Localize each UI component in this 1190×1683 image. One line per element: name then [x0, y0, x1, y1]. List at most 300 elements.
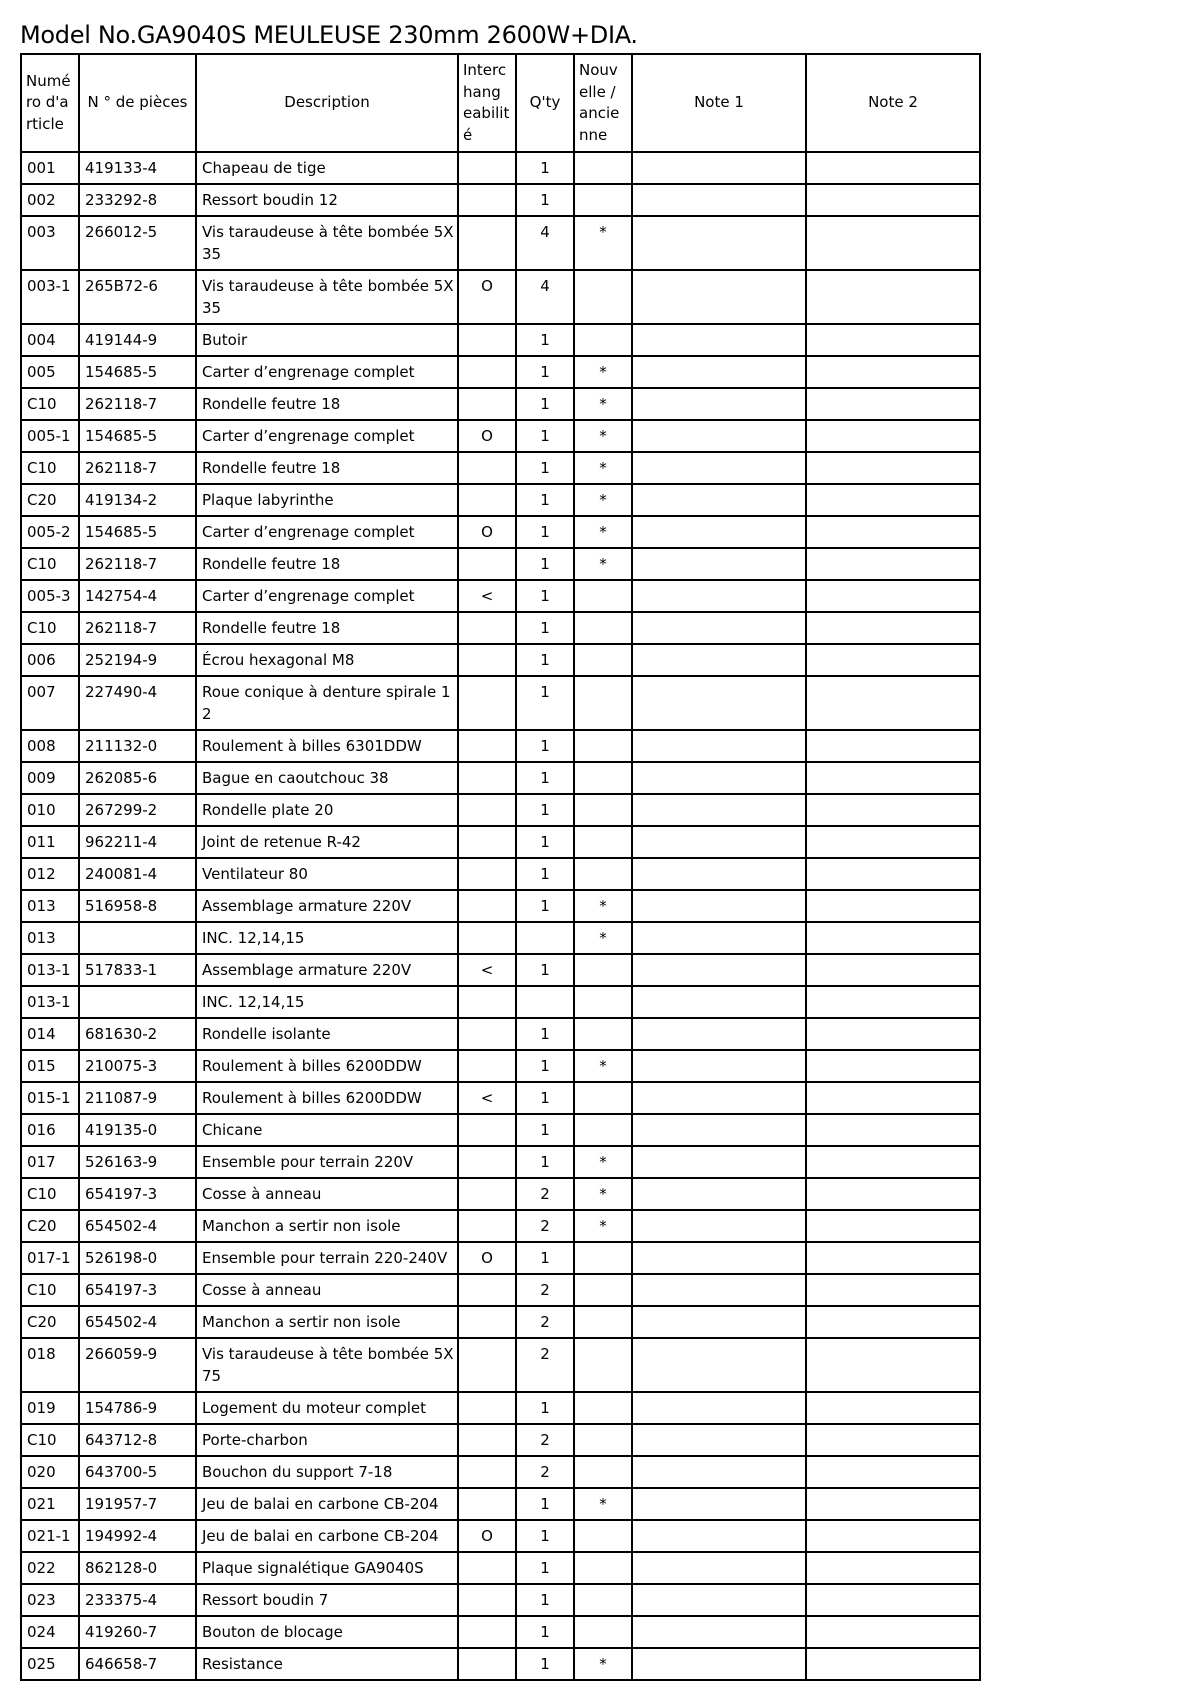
cell-interchangeability — [458, 184, 516, 216]
cell-quantity: 1 — [516, 1488, 574, 1520]
cell-item-number: 022 — [21, 1552, 79, 1584]
cell-quantity: 1 — [516, 580, 574, 612]
cell-description: Bouton de blocage — [196, 1616, 458, 1648]
table-row — [21, 1392, 980, 1424]
cell-note-2 — [806, 270, 980, 324]
cell-quantity: 1 — [516, 794, 574, 826]
cell-description: Roulement à billes 6301DDW — [196, 730, 458, 762]
cell-note-2 — [806, 356, 980, 388]
table-row — [21, 1210, 980, 1242]
cell-quantity: 1 — [516, 1082, 574, 1114]
cell-item-number: 005-2 — [21, 516, 79, 548]
cell-note-1 — [632, 1242, 806, 1274]
cell-description: Manchon a sertir non isole — [196, 1306, 458, 1338]
cell-quantity: 1 — [516, 1146, 574, 1178]
cell-interchangeability — [458, 1338, 516, 1392]
table-row — [21, 644, 980, 676]
cell-note-2 — [806, 890, 980, 922]
cell-new-old — [574, 1520, 632, 1552]
cell-note-2 — [806, 1274, 980, 1306]
cell-note-1 — [632, 1178, 806, 1210]
cell-new-old — [574, 730, 632, 762]
cell-description: INC. 12,14,15 — [196, 922, 458, 954]
cell-note-2 — [806, 922, 980, 954]
table-row — [21, 216, 980, 270]
cell-new-old: * — [574, 1146, 632, 1178]
cell-note-2 — [806, 1178, 980, 1210]
cell-note-2 — [806, 516, 980, 548]
cell-part-number: 142754-4 — [79, 580, 196, 612]
cell-new-old — [574, 794, 632, 826]
cell-quantity: 1 — [516, 858, 574, 890]
cell-description: Chapeau de tige — [196, 152, 458, 184]
cell-note-2 — [806, 644, 980, 676]
cell-note-2 — [806, 1338, 980, 1392]
cell-note-1 — [632, 1456, 806, 1488]
cell-new-old — [574, 612, 632, 644]
header-new-old: Nouv elle / ancie nne — [574, 54, 632, 152]
cell-new-old — [574, 1424, 632, 1456]
cell-interchangeability — [458, 612, 516, 644]
cell-interchangeability — [458, 1488, 516, 1520]
cell-part-number: 262118-7 — [79, 548, 196, 580]
cell-interchangeability — [458, 730, 516, 762]
cell-part-number: 962211-4 — [79, 826, 196, 858]
cell-new-old — [574, 1082, 632, 1114]
cell-quantity: 1 — [516, 420, 574, 452]
cell-note-1 — [632, 324, 806, 356]
cell-quantity: 1 — [516, 484, 574, 516]
cell-item-number: 006 — [21, 644, 79, 676]
cell-part-number — [79, 986, 196, 1018]
cell-note-1 — [632, 1050, 806, 1082]
table-row — [21, 1552, 980, 1584]
cell-new-old — [574, 1584, 632, 1616]
cell-description: Bague en caoutchouc 38 — [196, 762, 458, 794]
cell-quantity: 1 — [516, 452, 574, 484]
cell-interchangeability: < — [458, 954, 516, 986]
cell-quantity: 1 — [516, 826, 574, 858]
cell-new-old: * — [574, 216, 632, 270]
cell-description: Rondelle feutre 18 — [196, 612, 458, 644]
cell-note-1 — [632, 1018, 806, 1050]
cell-item-number: 023 — [21, 1584, 79, 1616]
table-row — [21, 1616, 980, 1648]
table-row — [21, 356, 980, 388]
cell-part-number: 646658-7 — [79, 1648, 196, 1680]
table-header-row — [21, 54, 980, 152]
cell-part-number: 526163-9 — [79, 1146, 196, 1178]
cell-part-number: 654502-4 — [79, 1210, 196, 1242]
cell-note-2 — [806, 858, 980, 890]
cell-part-number: 233292-8 — [79, 184, 196, 216]
cell-note-1 — [632, 1488, 806, 1520]
cell-note-2 — [806, 1082, 980, 1114]
cell-description: Rondelle feutre 18 — [196, 452, 458, 484]
cell-quantity: 1 — [516, 1584, 574, 1616]
cell-part-number: 654502-4 — [79, 1306, 196, 1338]
cell-new-old — [574, 1274, 632, 1306]
cell-part-number: 419135-0 — [79, 1114, 196, 1146]
header-interchangeability: Interc hang eabilit é — [458, 54, 516, 152]
table-row — [21, 676, 980, 730]
table-row — [21, 1018, 980, 1050]
cell-description: Carter d’engrenage complet — [196, 516, 458, 548]
cell-part-number: 233375-4 — [79, 1584, 196, 1616]
cell-new-old — [574, 1338, 632, 1392]
cell-note-2 — [806, 452, 980, 484]
cell-interchangeability: O — [458, 1242, 516, 1274]
cell-item-number: 016 — [21, 1114, 79, 1146]
table-row — [21, 794, 980, 826]
cell-quantity: 1 — [516, 762, 574, 794]
cell-interchangeability — [458, 1616, 516, 1648]
cell-item-number: C20 — [21, 1306, 79, 1338]
cell-note-2 — [806, 1306, 980, 1338]
cell-interchangeability — [458, 1306, 516, 1338]
cell-note-2 — [806, 388, 980, 420]
cell-item-number: C10 — [21, 1274, 79, 1306]
cell-part-number: 211087-9 — [79, 1082, 196, 1114]
cell-description: Roue conique à denture spirale 1 2 — [196, 676, 458, 730]
cell-part-number: 643700-5 — [79, 1456, 196, 1488]
cell-part-number: 227490-4 — [79, 676, 196, 730]
table-row — [21, 762, 980, 794]
cell-item-number: 014 — [21, 1018, 79, 1050]
table-row — [21, 1146, 980, 1178]
cell-description: Vis taraudeuse à tête bombée 5X 75 — [196, 1338, 458, 1392]
cell-note-1 — [632, 216, 806, 270]
cell-description: Ressort boudin 7 — [196, 1584, 458, 1616]
table-row — [21, 1488, 980, 1520]
cell-interchangeability — [458, 1146, 516, 1178]
cell-note-2 — [806, 484, 980, 516]
cell-new-old — [574, 580, 632, 612]
cell-item-number: C10 — [21, 612, 79, 644]
cell-note-1 — [632, 954, 806, 986]
cell-note-2 — [806, 184, 980, 216]
cell-note-2 — [806, 1424, 980, 1456]
table-row — [21, 1274, 980, 1306]
cell-quantity: 4 — [516, 270, 574, 324]
cell-part-number: 265B72-6 — [79, 270, 196, 324]
table-row — [21, 986, 980, 1018]
cell-note-2 — [806, 1114, 980, 1146]
cell-interchangeability — [458, 676, 516, 730]
cell-interchangeability — [458, 484, 516, 516]
cell-note-1 — [632, 548, 806, 580]
table-row — [21, 270, 980, 324]
cell-quantity: 1 — [516, 1648, 574, 1680]
cell-part-number: 267299-2 — [79, 794, 196, 826]
cell-note-1 — [632, 1274, 806, 1306]
cell-item-number: 024 — [21, 1616, 79, 1648]
cell-note-2 — [806, 1392, 980, 1424]
cell-interchangeability: O — [458, 270, 516, 324]
cell-part-number: 262085-6 — [79, 762, 196, 794]
cell-quantity: 1 — [516, 324, 574, 356]
cell-quantity: 1 — [516, 1018, 574, 1050]
cell-item-number: 015 — [21, 1050, 79, 1082]
cell-quantity: 1 — [516, 644, 574, 676]
cell-part-number: 154685-5 — [79, 420, 196, 452]
table-row — [21, 1456, 980, 1488]
cell-quantity: 1 — [516, 730, 574, 762]
cell-part-number: 262118-7 — [79, 452, 196, 484]
cell-quantity: 2 — [516, 1274, 574, 1306]
cell-item-number: 002 — [21, 184, 79, 216]
cell-interchangeability — [458, 1018, 516, 1050]
cell-quantity: 1 — [516, 548, 574, 580]
cell-new-old: * — [574, 1648, 632, 1680]
cell-description: Jeu de balai en carbone CB-204 — [196, 1520, 458, 1552]
table-row — [21, 826, 980, 858]
cell-part-number: 154685-5 — [79, 516, 196, 548]
cell-quantity: 2 — [516, 1306, 574, 1338]
cell-interchangeability — [458, 794, 516, 826]
cell-item-number: 015-1 — [21, 1082, 79, 1114]
table-row — [21, 580, 980, 612]
cell-part-number: 654197-3 — [79, 1274, 196, 1306]
cell-new-old — [574, 1616, 632, 1648]
cell-item-number: 017-1 — [21, 1242, 79, 1274]
cell-item-number: 003-1 — [21, 270, 79, 324]
cell-new-old: * — [574, 484, 632, 516]
cell-interchangeability — [458, 890, 516, 922]
cell-note-1 — [632, 1392, 806, 1424]
cell-item-number: 013-1 — [21, 986, 79, 1018]
table-row — [21, 1306, 980, 1338]
cell-note-2 — [806, 216, 980, 270]
cell-new-old — [574, 1306, 632, 1338]
cell-note-1 — [632, 826, 806, 858]
cell-description: Rondelle feutre 18 — [196, 548, 458, 580]
cell-note-2 — [806, 1648, 980, 1680]
cell-interchangeability — [458, 1210, 516, 1242]
cell-interchangeability — [458, 388, 516, 420]
cell-quantity: 2 — [516, 1178, 574, 1210]
cell-note-1 — [632, 356, 806, 388]
cell-description: Cosse à anneau — [196, 1274, 458, 1306]
cell-quantity: 1 — [516, 1520, 574, 1552]
table-row — [21, 1242, 980, 1274]
cell-note-2 — [806, 1584, 980, 1616]
cell-description: Cosse à anneau — [196, 1178, 458, 1210]
table-row — [21, 730, 980, 762]
cell-part-number: 643712-8 — [79, 1424, 196, 1456]
cell-note-1 — [632, 388, 806, 420]
cell-interchangeability — [458, 1584, 516, 1616]
cell-note-2 — [806, 420, 980, 452]
cell-part-number: 211132-0 — [79, 730, 196, 762]
cell-new-old — [574, 1392, 632, 1424]
cell-quantity: 1 — [516, 1114, 574, 1146]
cell-note-2 — [806, 548, 980, 580]
cell-quantity: 1 — [516, 516, 574, 548]
cell-interchangeability — [458, 548, 516, 580]
cell-note-1 — [632, 1146, 806, 1178]
cell-item-number: C10 — [21, 1424, 79, 1456]
cell-interchangeability — [458, 356, 516, 388]
cell-interchangeability — [458, 1424, 516, 1456]
cell-item-number: 005 — [21, 356, 79, 388]
table-row — [21, 1520, 980, 1552]
cell-part-number: 516958-8 — [79, 890, 196, 922]
cell-part-number: 266012-5 — [79, 216, 196, 270]
cell-part-number: 419133-4 — [79, 152, 196, 184]
header-note-1: Note 1 — [632, 54, 806, 152]
cell-interchangeability — [458, 1114, 516, 1146]
cell-part-number: 240081-4 — [79, 858, 196, 890]
cell-quantity: 4 — [516, 216, 574, 270]
cell-new-old — [574, 1456, 632, 1488]
cell-quantity: 1 — [516, 1242, 574, 1274]
cell-note-1 — [632, 644, 806, 676]
cell-note-1 — [632, 1210, 806, 1242]
cell-item-number: 008 — [21, 730, 79, 762]
cell-new-old — [574, 954, 632, 986]
cell-part-number: 419260-7 — [79, 1616, 196, 1648]
header-description: Description — [196, 54, 458, 152]
cell-description: Ensemble pour terrain 220V — [196, 1146, 458, 1178]
cell-description: Assemblage armature 220V — [196, 954, 458, 986]
cell-interchangeability — [458, 1274, 516, 1306]
cell-quantity: 2 — [516, 1338, 574, 1392]
cell-note-2 — [806, 1050, 980, 1082]
cell-item-number: 025 — [21, 1648, 79, 1680]
cell-quantity: 1 — [516, 184, 574, 216]
cell-part-number: 191957-7 — [79, 1488, 196, 1520]
cell-description: Jeu de balai en carbone CB-204 — [196, 1488, 458, 1520]
cell-note-1 — [632, 1338, 806, 1392]
cell-note-1 — [632, 184, 806, 216]
cell-item-number: 020 — [21, 1456, 79, 1488]
cell-new-old — [574, 826, 632, 858]
cell-description: Écrou hexagonal M8 — [196, 644, 458, 676]
cell-description: Manchon a sertir non isole — [196, 1210, 458, 1242]
cell-part-number: 419134-2 — [79, 484, 196, 516]
cell-note-1 — [632, 858, 806, 890]
cell-new-old: * — [574, 1178, 632, 1210]
cell-description: Bouchon du support 7-18 — [196, 1456, 458, 1488]
cell-new-old: * — [574, 548, 632, 580]
cell-item-number: 017 — [21, 1146, 79, 1178]
cell-item-number: 018 — [21, 1338, 79, 1392]
cell-note-1 — [632, 1616, 806, 1648]
cell-note-2 — [806, 580, 980, 612]
cell-part-number: 210075-3 — [79, 1050, 196, 1082]
table-row — [21, 388, 980, 420]
table-row — [21, 1178, 980, 1210]
cell-note-1 — [632, 1520, 806, 1552]
cell-item-number: 003 — [21, 216, 79, 270]
cell-interchangeability — [458, 762, 516, 794]
cell-item-number: C20 — [21, 484, 79, 516]
cell-interchangeability — [458, 1392, 516, 1424]
cell-quantity: 1 — [516, 612, 574, 644]
cell-note-1 — [632, 152, 806, 184]
cell-note-2 — [806, 730, 980, 762]
cell-note-2 — [806, 324, 980, 356]
cell-interchangeability — [458, 1456, 516, 1488]
cell-description: Plaque signalétique GA9040S — [196, 1552, 458, 1584]
cell-quantity: 1 — [516, 1552, 574, 1584]
cell-note-1 — [632, 794, 806, 826]
cell-note-1 — [632, 676, 806, 730]
cell-interchangeability — [458, 922, 516, 954]
cell-item-number: 005-1 — [21, 420, 79, 452]
table-row — [21, 1648, 980, 1680]
cell-note-2 — [806, 1018, 980, 1050]
cell-quantity: 1 — [516, 152, 574, 184]
cell-description: Carter d’engrenage complet — [196, 420, 458, 452]
cell-part-number: 194992-4 — [79, 1520, 196, 1552]
header-note-2: Note 2 — [806, 54, 980, 152]
cell-note-1 — [632, 1584, 806, 1616]
header-part-number: N ° de pièces — [79, 54, 196, 152]
cell-interchangeability — [458, 1050, 516, 1082]
cell-part-number — [79, 922, 196, 954]
cell-note-2 — [806, 794, 980, 826]
cell-note-2 — [806, 1146, 980, 1178]
cell-new-old — [574, 1018, 632, 1050]
cell-part-number: 517833-1 — [79, 954, 196, 986]
cell-quantity: 1 — [516, 1392, 574, 1424]
cell-item-number: C10 — [21, 388, 79, 420]
cell-note-1 — [632, 580, 806, 612]
cell-interchangeability — [458, 324, 516, 356]
cell-part-number: 262118-7 — [79, 612, 196, 644]
table-row — [21, 612, 980, 644]
table-row — [21, 184, 980, 216]
cell-description: Ensemble pour terrain 220-240V — [196, 1242, 458, 1274]
table-row — [21, 954, 980, 986]
table-row — [21, 420, 980, 452]
cell-note-1 — [632, 730, 806, 762]
table-row — [21, 858, 980, 890]
cell-interchangeability: O — [458, 1520, 516, 1552]
cell-interchangeability: O — [458, 516, 516, 548]
cell-description: Roulement à billes 6200DDW — [196, 1082, 458, 1114]
cell-quantity: 1 — [516, 676, 574, 730]
cell-note-1 — [632, 922, 806, 954]
cell-new-old: * — [574, 1050, 632, 1082]
cell-item-number: 012 — [21, 858, 79, 890]
parts-table-body — [21, 152, 980, 1680]
cell-interchangeability — [458, 858, 516, 890]
cell-new-old: * — [574, 1488, 632, 1520]
header-item-number: Numé ro d'a rticle — [21, 54, 79, 152]
cell-item-number: 009 — [21, 762, 79, 794]
cell-quantity: 1 — [516, 1050, 574, 1082]
cell-interchangeability — [458, 1552, 516, 1584]
cell-description: Chicane — [196, 1114, 458, 1146]
cell-part-number: 526198-0 — [79, 1242, 196, 1274]
cell-description: Ressort boudin 12 — [196, 184, 458, 216]
cell-quantity: 2 — [516, 1456, 574, 1488]
cell-note-1 — [632, 452, 806, 484]
cell-quantity: 1 — [516, 890, 574, 922]
cell-interchangeability — [458, 1648, 516, 1680]
cell-new-old — [574, 270, 632, 324]
cell-quantity: 1 — [516, 954, 574, 986]
cell-item-number: 019 — [21, 1392, 79, 1424]
table-row — [21, 1584, 980, 1616]
cell-item-number: 011 — [21, 826, 79, 858]
cell-note-2 — [806, 1520, 980, 1552]
cell-new-old — [574, 184, 632, 216]
cell-quantity: 1 — [516, 356, 574, 388]
